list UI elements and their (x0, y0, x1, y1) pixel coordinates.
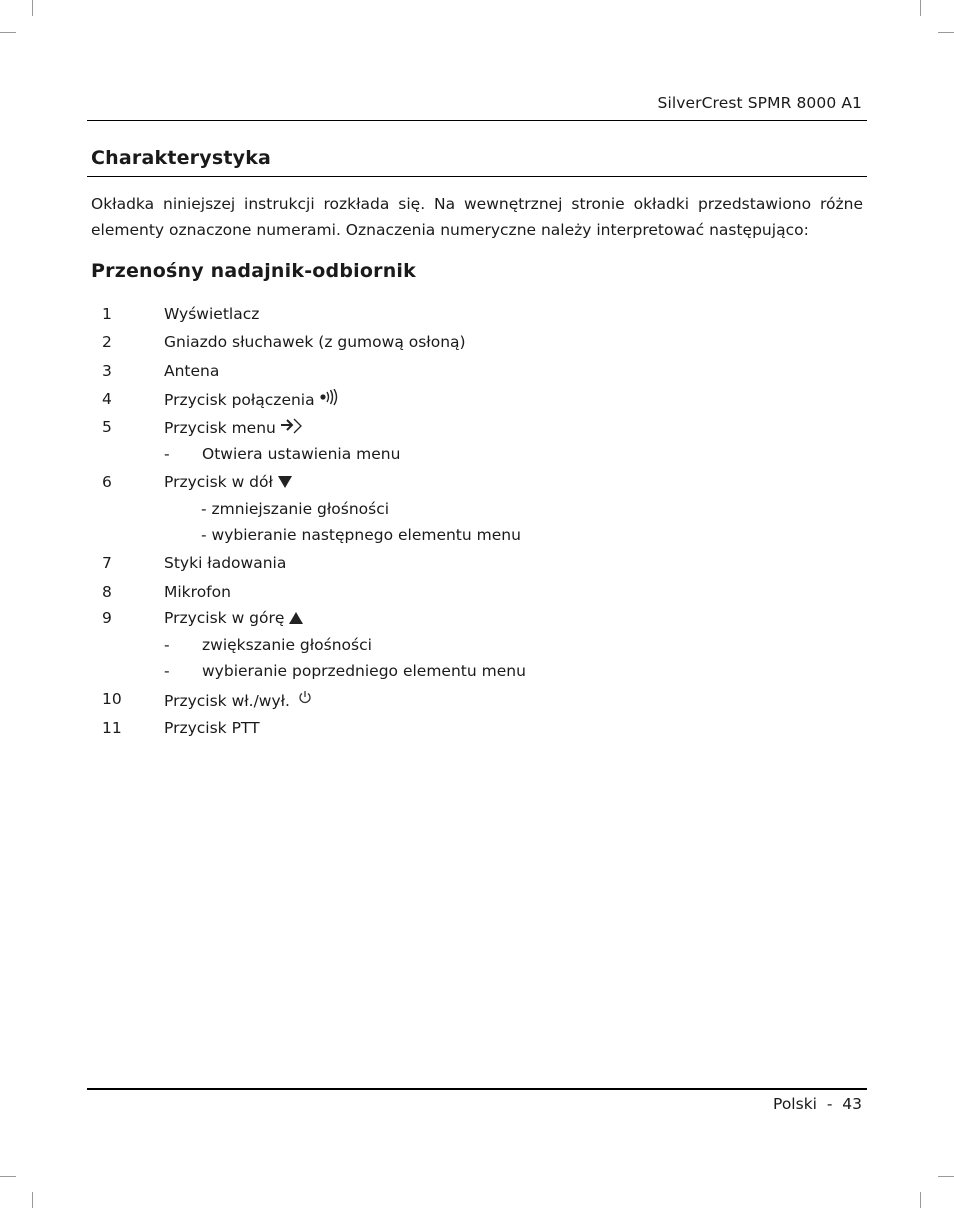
item-label: Przycisk wł./wył. (164, 692, 290, 710)
item-label: Styki ładowania (164, 554, 287, 572)
item-label: Przycisk PTT (164, 719, 260, 737)
item-label: Przycisk menu (164, 419, 276, 437)
item-label: Przycisk w górę (164, 609, 285, 627)
page-header-title: SilverCrest SPMR 8000 A1 (657, 94, 862, 112)
item-number: 5 (102, 418, 112, 436)
crop-mark (938, 1176, 954, 1177)
crop-mark (920, 1192, 921, 1208)
item-label: Antena (164, 362, 220, 380)
crop-mark (938, 32, 954, 33)
item-number: 1 (102, 305, 112, 323)
crop-mark (32, 0, 33, 16)
crop-mark (0, 1176, 16, 1177)
triangle-up-icon (288, 610, 304, 630)
item-number: 2 (102, 333, 112, 351)
item-label: Przycisk w dół (164, 473, 273, 491)
item-label: Gniazdo słuchawek (z gumową osłoną) (164, 333, 466, 351)
item-label: Mikrofon (164, 583, 231, 601)
subitem-text: Otwiera ustawienia menu (202, 445, 401, 463)
subitem-dash: - (164, 662, 170, 680)
subitem-text: zwiększanie głośności (202, 636, 372, 654)
section-heading-charakterystyka: Charakterystyka (91, 147, 272, 169)
item-number: 9 (102, 609, 112, 627)
item-number: 7 (102, 554, 112, 572)
section-heading-transceiver: Przenośny nadajnik-odbiornik (91, 260, 416, 282)
power-icon (298, 689, 312, 709)
subitem-text: wybieranie poprzedniego elementu menu (202, 662, 526, 680)
item-number: 4 (102, 390, 112, 408)
page-footer-label: Polski - 43 (773, 1095, 862, 1113)
subitem-text: - wybieranie następnego elementu menu (201, 526, 521, 544)
header-rule (87, 120, 867, 121)
crop-mark (920, 0, 921, 16)
subitem-dash: - (164, 636, 170, 654)
item-number: 11 (102, 719, 122, 737)
item-number: 8 (102, 583, 112, 601)
item-number: 10 (102, 690, 122, 708)
footer-rule (87, 1088, 867, 1090)
subitem-dash: - (164, 445, 170, 463)
crop-mark (0, 32, 16, 33)
item-number: 6 (102, 473, 112, 491)
intro-paragraph: Okładka niniejszej instrukcji rozkłada się. Na wewnętrznej stronie okładki przedstawiono różne elementy oznaczone numerami. Oznaczenia numeryczne należy interpretować następująco: (91, 195, 863, 239)
menu-arrow-icon (280, 417, 306, 440)
crop-mark (32, 1192, 33, 1208)
item-label: Wyświetlacz (164, 305, 260, 323)
call-signal-icon (319, 389, 341, 412)
triangle-down-icon (277, 474, 293, 494)
subitem-text: - zmniejszanie głośności (201, 500, 390, 518)
item-label: Przycisk połączenia (164, 391, 315, 409)
item-number: 3 (102, 362, 112, 380)
section-heading-rule (87, 176, 867, 177)
